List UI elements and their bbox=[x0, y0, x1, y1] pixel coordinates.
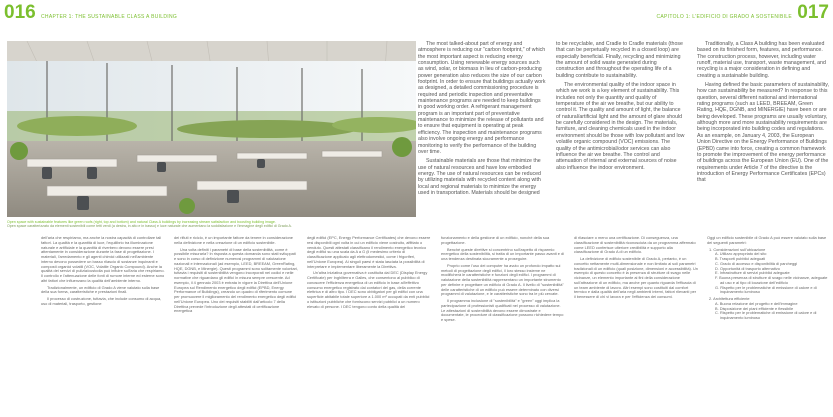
italian-col6-intro: Oggi un edificio sostenibile di Grado A può essere valutato sulla base dei seguenti parametri: bbox=[707, 235, 827, 245]
italian-col3-para1: degli edifici (EPC, Energy Performance Certificates) che devono essere resi disponibili ogni volta in cui un edificio viene costruito, affittato o venduto. Questi attestati classificano il rendimento energetico tecnico degli edifici su una scala da A a G (il medesimo criterio di classificazione applicato agli elettrodomestici, come i frigoriferi, nell'Unione Europea). Ai singoli paesi è stata lasciata la possibilità di interpretare e implementare liberamente la Direttiva. bbox=[307, 235, 431, 269]
list-item: B. Trasporti pubblici adeguati bbox=[715, 256, 766, 261]
italian-col1-para2: Tradizionalmente, un edificio di Grado A viene valutato sulla base della sua forma, caratteristiche e prestazioni finali. bbox=[41, 284, 160, 295]
italian-col2-para1: dei rifiuti e riciclo, è un importante fattore da tenere in considerazione nella definizione e nella creazione di un edificio sostenibile. bbox=[174, 235, 293, 245]
italian-column-6 bbox=[707, 236, 829, 323]
italian-col2-para2: Una volta definiti i parametri di base della sostenibilità, come è possibile misurarla? In risposta a questa domanda sono stati sviluppati e sono in corso di definizione numerosi programmi di valutazione nazionali e internazionali (ad esempio, LEED, BREEAM, GreenRating, HQE, DGNB, e Minergie). Questi programmi sono solitamente volontari, tuttavia i requisiti di sostenibilità vengono incorporati nei codici e nelle normative che riguardano gli edifici in misura sempre crescente. Ad esempio, il 4 gennaio 2003 è entrata in vigore la Direttiva dell'Unione Europea sul Rendimento energetico degli edifici (EPBD, Energy Performance of Buildings), creando un quadro di riferimento comune per promuovere il miglioramento del rendimento energetico degli edifici nell'Unione Europea. Uno dei requisiti stabiliti dall'articolo 7 della Direttiva prevede l'introduzione degli attestati di certificazione energetica bbox=[174, 246, 298, 314]
english-col3-para2: Having defined the basic parameters of sustainability, how can sustainability be measured? In response to this question, several different national and international rating programs (such as LEED, BREEAM, Green Rating, HQE, DGNB, and MINERGIE) have been or are being developed. These programs are usually voluntary, although more and more sustainability requirements are being incorporated into building codes and regulations. As an example, on January 4, 2003, the European Union Directive on the Energy Performance of Buildings (EPBD) came into force, creating a common framework to promote the improvement of the energy performance of buildings across the European Union (EU). One of the requirements under Article 7 of the directive is the introduction of Energy Performance Certificates (EPCs) that bbox=[697, 82, 829, 184]
caption-english: Open space with sustainable features like green roofs (right, top and bottom) and natural Class A buildings by increasing stream satisfaction and boosting building image. bbox=[7, 220, 276, 224]
running-head-right: CAPITOLO 1: L'EDIFICIO DI GRADO A SOSTENIBILE bbox=[656, 14, 792, 20]
list-2-title: 2. Architettura efficiente bbox=[709, 296, 750, 301]
italian-column-1 bbox=[41, 236, 165, 309]
italian-col4-para3: Proprio come l'uso dei computer ha avuto un profondo impatto sui metodi di progettazione degli edifici, il loro stesso insieme ne modificherà le caratteristiche e funzioni degli edifici. I programmi di valutazione della sostenibilità rappresentano un importante strumento per definire e progettare un edificio di Grado A. Il livello di "sostenibilità" delle caratteristiche di un edificio può essere determinato con diversi programmi di valutazione, e le caratteristiche sono tra le più cercate. bbox=[441, 262, 564, 297]
italian-column-3 bbox=[307, 236, 431, 311]
italian-col1-para1: dell'aria che respiriamo, ma anche la nostra capacità di controllare tali fattori. La qualità e la quantità di luce, l'equilibrio tra illuminazione naturale e artificiale e la quantità di riverbero devono essere presi attentamente in considerazione durante la fase di progettazione. I materiali, l'arredamento e gli agenti chimici utilizzati nell'ambiente interno devono possedere un basso rilascio di sostanze inquinanti e composti organici volatili (VOC, Volatile Organic Compound). Anche la qualità dei servizi di pulizia/custodia può influire sull'aria che respiriamo. Il controllo e l'attenuazione delle fonti di rumore interne ed esterne sono altri fattori che influenzano la qualità dell'ambiente interno. bbox=[41, 235, 165, 283]
italian-col5-para2: La definizione di edificio sostenibile di Grado A, pertanto, è un concetto nettamente multi-dimensionale e non limitato ai soli parametri tradizionali di un edificio (quali posizione, dimensioni e accessibilità). Un esempio di questo concetto è la presenza di strutture di svago nelle vicinanze, un elemento importante ai fini della considerazione sull'attrazione di un edificio, ma anche per quanto riguarda l'efficacia di un team ambiente di lavoro. Altri esempi sono costituiti dal comfort termico e dalla qualità dell'aria negli ambienti interni, fattori rilevanti per il benessere di chi vi lavora e per l'efficienza dei consumi. bbox=[574, 256, 698, 299]
italian-col5-para1: di rilasciare o meno una certificazione. Di conseguenza, una classificazione di sostenibilità riconosciuta da un programma affermato come LEED conferisce ulteriore credibilità e supporto alla classificazione di Grado A di un edificio. bbox=[574, 235, 696, 255]
page-number-right: 017 bbox=[797, 2, 829, 23]
page-number-left: 016 bbox=[4, 2, 36, 23]
list-item: C. Rispetto per le problematiche di emissione di calore e di inquinamento luminoso bbox=[715, 310, 817, 320]
english-col1-para2: Sustainable materials are those that minimize the use of natural resources and have low embodied energy. The use of natural resources can be reduced by utilizing materials with recycled content along with local and regional materials to minimize the energy used in transportation. Materials should be designed bbox=[418, 158, 541, 196]
italian-column-4 bbox=[441, 236, 565, 325]
architecture-criteria-list bbox=[707, 297, 829, 321]
location-criteria-list bbox=[707, 248, 829, 296]
list-item: C. Grado di accesso e disponibilità di parcheggi bbox=[715, 260, 798, 266]
english-col3-para1: Traditionally, a Class A building has been evaluated based on its finished form, features, and performance. The construction process, however, including water runoff, material use, transport, waste management, and recycling is a major consideration in defining and creating a sustainable building. bbox=[697, 41, 826, 79]
list-item: A. Utilizzo appropriato del sito bbox=[715, 251, 767, 257]
italian-col4-para1: funzionamento e della gestione di un edificio, nonché della sua progettazione. bbox=[441, 235, 550, 245]
english-column-1 bbox=[418, 41, 546, 199]
list-item: F. Buona presenza di strutture di svago nelle vicinanze, adeguate ad uso e al tipo di locazione dell'edificio bbox=[715, 275, 828, 285]
english-col1-para1: The most talked-about part of energy and atmosphere is reducing our “carbon footprint,” of which the most important aspect is reducing energy consumption. Using renewable energy sources such as wind, solar, or biomass in lieu of carbon-producing power generation also reduces the size of our carbon footprint. In order to ensure that buildings actually work as designed, a detailed commissioning procedure is required and periodic inspection and preventative maintenance programs are needed to keep buildings in good working order. A refrigerant management program is an important part of preventative maintenance to minimize the release of pollutants and to ensure that equipment is operating at peak efficiency. The inspection and maintenance programs also involve ongoing energy and performance monitoring to verify the performance of the building over time. bbox=[418, 41, 546, 155]
caption-italian: Open space caratterizzato da elementi sostenibili come tetti verdi (a destra, in alto e in basso) e luce naturale che aumentano la soddisfazione e l'immagine degli edifici di Grado A. bbox=[7, 224, 292, 229]
italian-col4-para4: Il programma inclusione di "sostenibilità" e "green" oggi implica la partecipazione di professionisti qualificati nel processo di valutazione. Le attestazioni di sostenibilità devono essere dimostrate e documentate, le procedure di classificazione possono richiedere tempo e spese. bbox=[441, 298, 564, 322]
running-head-left: CHAPTER 1: THE SUSTAINABLE CLASS A BUILDING bbox=[41, 14, 178, 20]
italian-col4-para2: Benché queste direttive si concentrino sull'aspetto di risparmio energetico della sostenibilità, si tratta di un importante passo avanti e di una tendenza destinata sicuramente a proseguire. bbox=[441, 246, 565, 261]
photo-caption bbox=[7, 220, 407, 229]
list-1-title: 1. Considerazioni sull'ubicazione bbox=[709, 246, 766, 252]
italian-col3-para2: Un'altra iniziativa governativa è costituita dal DEC (Display Energy Certificate) per Inghilterra e Galles, che consentono al pubblico di conoscere l'efficienza energetica di un edificio in base all'effettivo consumo energetico registrato dai contatori del gas, della corrente elettrica e di altro tipo. I DEC sono obbligatori per gli edifici con una superficie abitabile totale superiore a 1.000 m² occupati da enti pubblici o istituzioni pubbliche che forniscono servizi pubblici a un numero elevato di persone. I DEC tengono conto della qualità del bbox=[307, 270, 430, 309]
list-item: G. Rispetto per le problematiche di emissione di calore e di inquinamento luminoso bbox=[715, 284, 817, 295]
list-item: E. Infrastrutture di servizi pubblici adeguate bbox=[715, 270, 790, 276]
list-item: A. Buona relazione del progetto e dell'immagine bbox=[715, 300, 798, 306]
english-column-2 bbox=[556, 41, 686, 174]
list-item: B. Disposizione dei piani efficiente e flessibile bbox=[715, 305, 794, 311]
english-col2-para2: The environmental quality of the indoor space in which we work is a key element of sustainability. This includes not only the quantity and quality of temperature of the air we breathe, but our ability to control it. The quality and amount of light, the balance of natural/artificial light and the amount of glare should be carefully considered in the design. The materials, furniture, and cleaning chemicals used in the indoor environment should be those with low pollutant and low volatile organic compound (VOC) emissions. The quality of the antimicrobial/odor services can also influence the air we breathe. The control and attenuation of internal and external sources of noise also influence the indoor environment. bbox=[556, 82, 685, 171]
italian-column-5 bbox=[574, 236, 698, 302]
list-item: D. Opportunità di trasporto alternativo bbox=[715, 265, 780, 271]
office-photo-illustration bbox=[7, 41, 416, 217]
english-column-3 bbox=[697, 41, 829, 187]
english-col2-para1: to be recyclable, and Cradle to Cradle materials (those that can be perpetually recycled in a closed loop) are especially beneficial. Finally, recycling and minimizing the amount of solid waste generated during construction and throughout the operating life of a building contribute to sustainability. bbox=[556, 41, 683, 79]
italian-col1-para3: Il processo di costruzione, tuttavia, che include consumo di acqua, uso di materiali, trasporto, gestione bbox=[41, 296, 162, 306]
office-photo bbox=[7, 41, 416, 217]
italian-column-2 bbox=[174, 236, 298, 316]
